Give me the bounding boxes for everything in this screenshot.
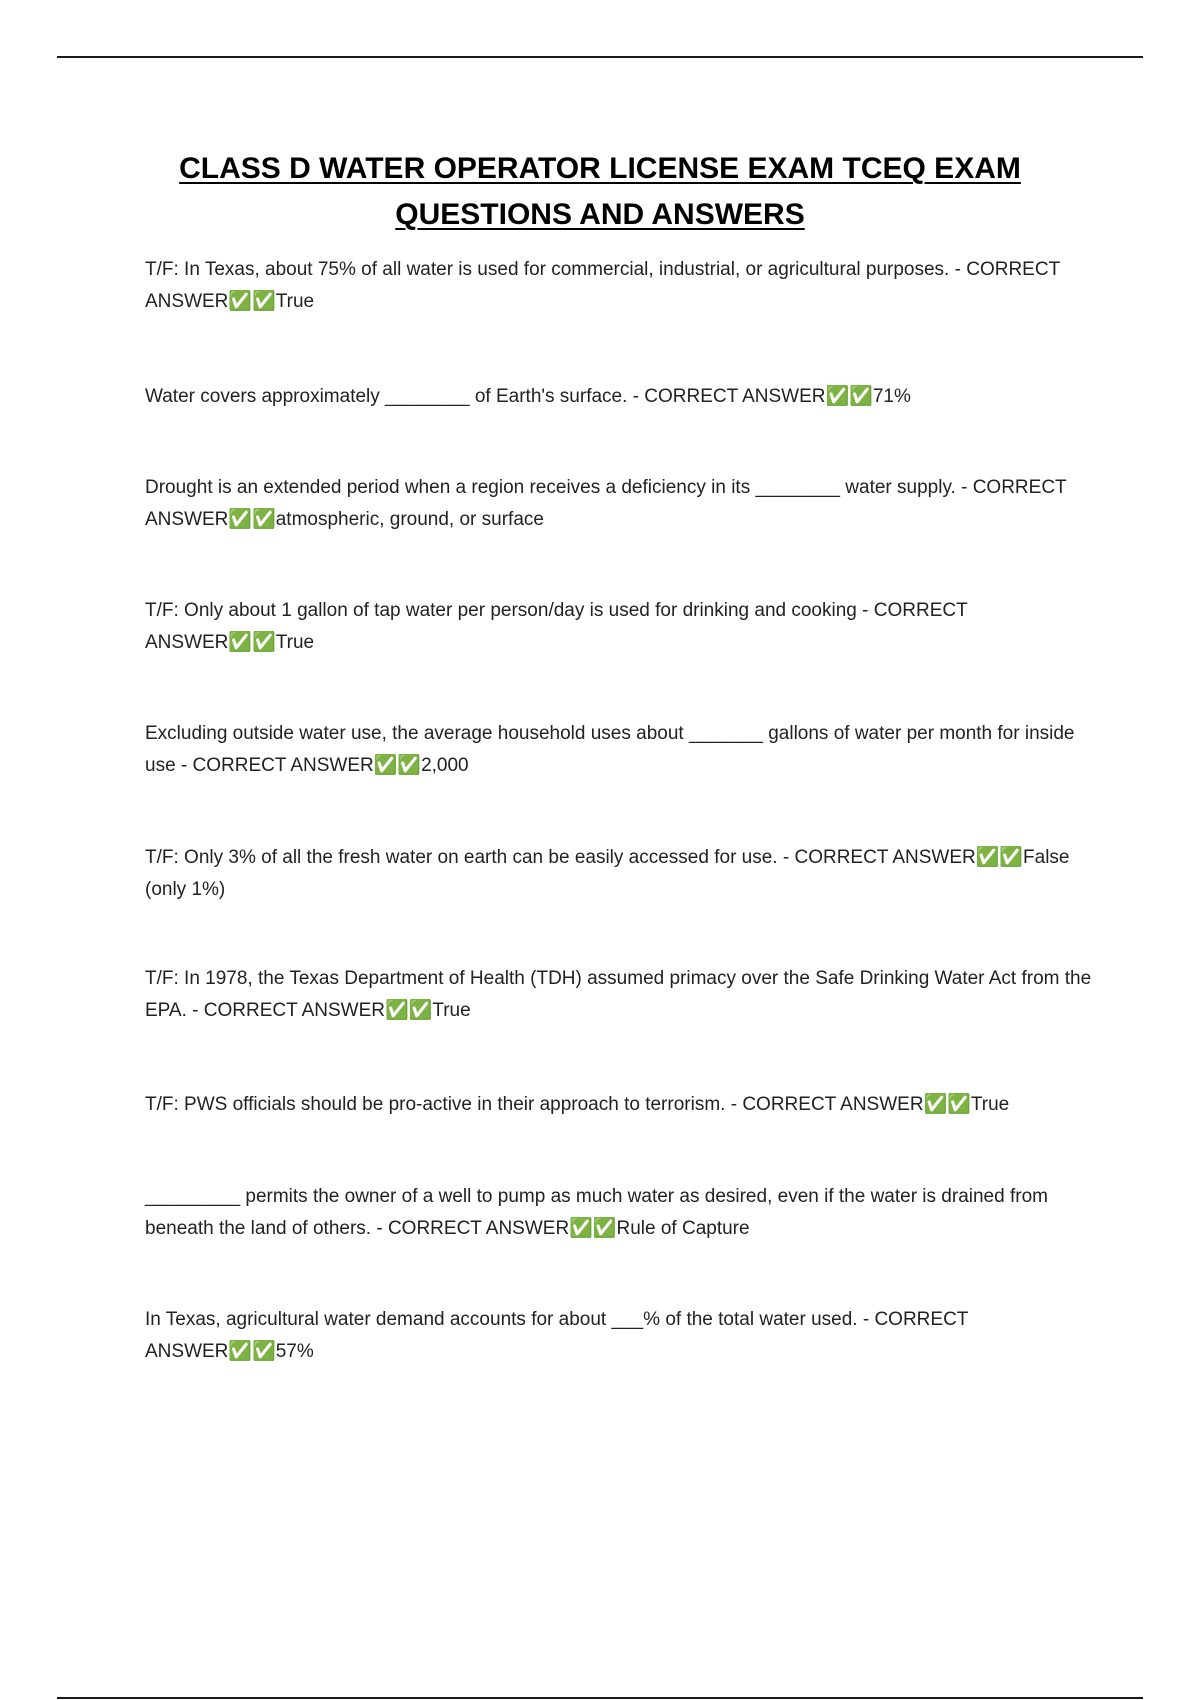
correct-answer-label: CORRECT ANSWER✅✅ (145, 600, 968, 653)
correct-answer-label: CORRECT ANSWER✅✅ (644, 386, 873, 407)
question-text: T/F: Only 3% of all the fresh water on earth can be easily accessed for use. - (145, 847, 790, 868)
answer-text: atmospheric, ground, or surface (275, 509, 544, 530)
qa-item-5 (145, 718, 1095, 782)
qa-item-6 (145, 842, 1095, 906)
question-text: T/F: Only about 1 gallon of tap water per person/day is used for drinking and cooking - (145, 600, 869, 621)
footer-rule (57, 1697, 1143, 1699)
qa-item-1 (145, 254, 1095, 318)
answer-text: False (only 1%) (145, 847, 1070, 900)
document-title (60, 146, 1140, 238)
qa-item-10 (145, 1304, 1095, 1368)
question-text: In Texas, agricultural water demand accounts for about ___% of the total water used. - (145, 1309, 870, 1330)
question-text: Drought is an extended period when a region receives a deficiency in its ________ water supply. - (145, 477, 968, 498)
qa-item-8 (145, 1089, 1095, 1121)
question-text: _________ permits the owner of a well to pump as much water as desired, even if the water is drained from beneath the land of others. - (145, 1186, 1048, 1239)
document-title-line-1: CLASS D WATER OPERATOR LICENSE EXAM TCEQ EXAM (179, 152, 1021, 185)
qa-item-2 (145, 381, 1095, 413)
qa-item-7 (145, 963, 1095, 1027)
correct-answer-label: CORRECT ANSWER✅✅ (145, 259, 1060, 312)
qa-item-3 (145, 472, 1095, 536)
correct-answer-label: CORRECT ANSWER✅✅ (145, 477, 1067, 530)
question-text: T/F: In 1978, the Texas Department of Health (TDH) assumed primacy over the Safe Drinking Water Act from the EPA. - (145, 968, 1092, 1021)
document-title-line-2: QUESTIONS AND ANSWERS (395, 198, 805, 231)
answer-text: True (275, 291, 315, 312)
correct-answer-label: CORRECT ANSWER✅✅ (192, 755, 422, 776)
correct-answer-label: CORRECT ANSWER✅✅ (794, 847, 1024, 868)
answer-text: Rule of Capture (616, 1218, 750, 1239)
correct-answer-label: CORRECT ANSWER✅✅ (742, 1094, 971, 1115)
correct-answer-label: CORRECT ANSWER✅✅ (387, 1218, 617, 1239)
answer-text: 2,000 (421, 755, 469, 776)
answer-text: True (432, 1000, 471, 1021)
correct-answer-label: CORRECT ANSWER✅✅ (145, 1309, 969, 1362)
qa-item-9 (145, 1181, 1095, 1245)
header-rule (57, 56, 1143, 58)
question-text: Water covers approximately ________ of Earth's surface. - (145, 386, 639, 407)
question-text: T/F: In Texas, about 75% of all water is used for commercial, industrial, or agricultural purposes. - (145, 259, 961, 280)
qa-item-4 (145, 595, 1095, 659)
question-text: T/F: PWS officials should be pro-active in their approach to terrorism. - (145, 1094, 738, 1115)
answer-text: True (275, 632, 315, 653)
answer-text: True (970, 1094, 1010, 1115)
correct-answer-label: CORRECT ANSWER✅✅ (203, 1000, 433, 1021)
question-text: Excluding outside water use, the average household uses about _______ gallons of water per month for inside use - (145, 723, 1075, 776)
answer-text: 71% (872, 386, 911, 407)
answer-text: 57% (275, 1341, 314, 1362)
